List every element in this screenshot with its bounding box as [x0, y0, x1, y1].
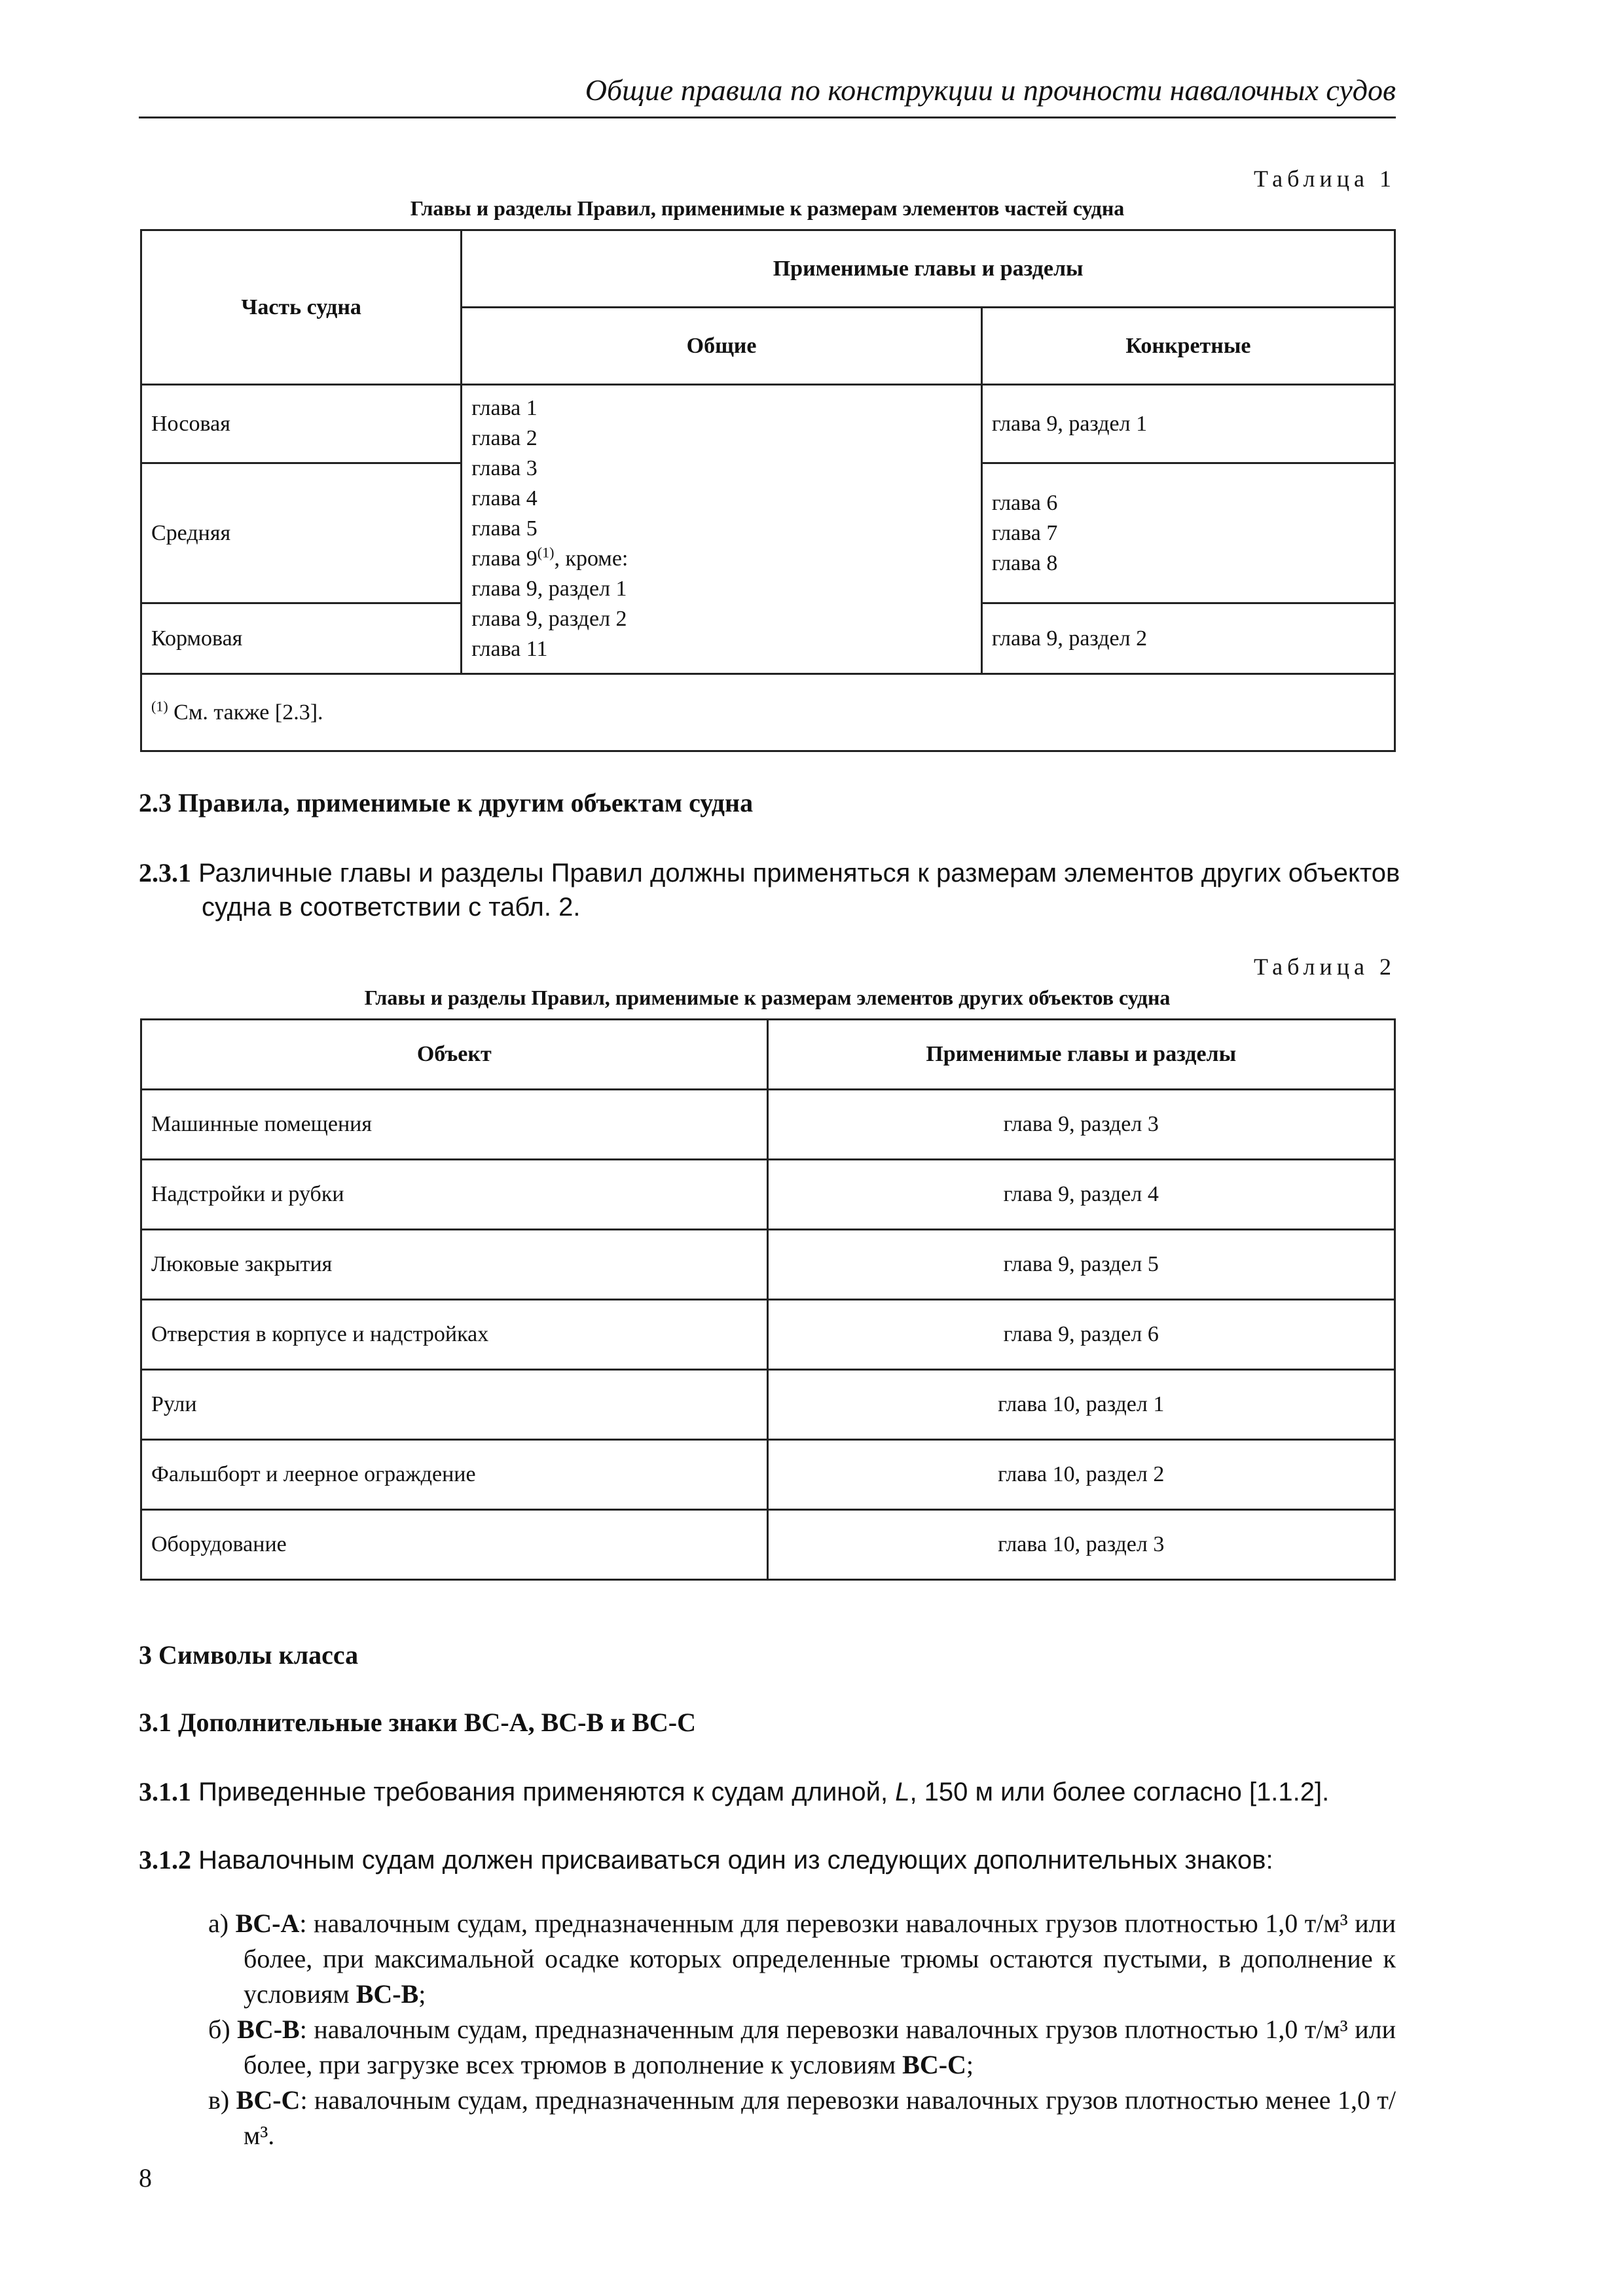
- table1-part-cell: Средняя: [141, 463, 462, 603]
- table2-caption: Главы и разделы Правил, применимые к размерам элементов других объектов судна: [364, 986, 1171, 1009]
- footnote-ref: (1): [537, 544, 555, 561]
- table2-ref-cell: глава 10, раздел 3: [767, 1510, 1395, 1580]
- table2-object-cell: Рули: [141, 1370, 768, 1440]
- specific-line: глава 7: [991, 520, 1058, 545]
- notation-ref: BC-C: [902, 2050, 966, 2079]
- table1-part-cell: Кормовая: [141, 603, 462, 674]
- table1-part-cell: Носовая: [141, 385, 462, 463]
- general-ch9: глава 9: [471, 547, 538, 571]
- list-item: [208, 2012, 1396, 2083]
- general-line: глава 9, раздел 2: [471, 607, 627, 631]
- table-row: [141, 1440, 1395, 1510]
- table-row: [141, 1160, 1395, 1230]
- general-line: глава 1: [471, 396, 538, 420]
- header-title: Общие правила по конструкции и прочности навалочных судов: [585, 73, 1396, 107]
- table-row: [141, 1300, 1395, 1370]
- table-row: [141, 1510, 1395, 1580]
- table-row: [141, 1230, 1395, 1300]
- paragraph-number: 3.1.1: [139, 1777, 191, 1806]
- table1: [140, 229, 1396, 752]
- paragraph-3-1-1: [139, 1775, 1396, 1809]
- list-end: ;: [966, 2050, 974, 2079]
- footnote-text: См. также [2.3].: [168, 700, 323, 725]
- table2-header-applicable: Применимые главы и разделы: [767, 1020, 1395, 1090]
- list-marker: а): [208, 1909, 236, 1938]
- paragraph-2-3-1: [139, 856, 1459, 924]
- general-line: глава 4: [471, 486, 538, 511]
- list-text: : навалочным судам, предназначенным для перевозки навалочных грузов плотностью 1,0 т/м³ или более, при максимальной осадке которых определенные трюмы остаются пустыми, в дополнение к условиям: [244, 1909, 1396, 2009]
- list-item: [208, 2083, 1396, 2153]
- table2-object-cell: Отверстия в корпусе и надстройках: [141, 1300, 768, 1370]
- length-symbol: L: [895, 1778, 910, 1806]
- general-ch9-tail: , кроме:: [554, 547, 629, 571]
- table1-number: Таблица 1: [1254, 166, 1396, 192]
- footnote-mark: (1): [151, 698, 168, 715]
- running-header: [139, 65, 1396, 118]
- paragraph-text: Различные главы и разделы Правил должны применяться к размерам элементов других объектов судна в соответствии с табл. 2.: [191, 859, 1400, 922]
- paragraph-number: 2.3.1: [139, 858, 191, 888]
- list-text: : навалочным судам, предназначенным для перевозки навалочных грузов плотностью 1,0 т/м³ или более, при загрузке всех трюмов в дополнение к условиям: [244, 2015, 1396, 2079]
- subsection-heading: 3.1 Дополнительные знаки BC-A, BC-B и BC-C: [139, 1708, 696, 1737]
- table2: [140, 1018, 1396, 1581]
- table-row: [141, 385, 1395, 463]
- table1-header-general: Общие: [462, 308, 982, 385]
- table2-object-cell: Оборудование: [141, 1510, 768, 1580]
- general-line: [471, 544, 972, 574]
- table2-ref-cell: глава 10, раздел 1: [767, 1370, 1395, 1440]
- general-line: глава 3: [471, 456, 538, 480]
- table1-caption: Главы и разделы Правил, применимые к размерам элементов частей судна: [410, 196, 1125, 220]
- notation-code: BC-B: [237, 2015, 300, 2044]
- table2-object-cell: Фальшборт и леерное ограждение: [141, 1440, 768, 1510]
- notation-code: BC-C: [236, 2085, 301, 2115]
- paragraph-text: Приведенные требования применяются к судам длиной,: [191, 1778, 896, 1806]
- table2-object-cell: Надстройки и рубки: [141, 1160, 768, 1230]
- table1-specific-cell: глава 9, раздел 1: [981, 385, 1395, 463]
- general-line: глава 2: [471, 426, 538, 450]
- general-line: глава 11: [471, 637, 548, 661]
- specific-line: глава 6: [991, 490, 1058, 515]
- table2-number: Таблица 2: [1254, 954, 1396, 980]
- table1-footnote: [141, 674, 1395, 751]
- table2-object-cell: Машинные помещения: [141, 1090, 768, 1160]
- table2-ref-cell: глава 9, раздел 5: [767, 1230, 1395, 1300]
- notation-ref: BC-B: [356, 1979, 419, 2009]
- table2-header-object: Объект: [141, 1020, 768, 1090]
- table1-header-part: Часть судна: [141, 230, 462, 385]
- table1-specific-cell: глава 9, раздел 2: [981, 603, 1395, 674]
- paragraph-text: , 150 м или более согласно [1.1.2].: [909, 1778, 1330, 1806]
- table2-ref-cell: глава 9, раздел 3: [767, 1090, 1395, 1160]
- table1-header-specific: Конкретные: [981, 308, 1395, 385]
- table1-specific-cell: [981, 463, 1395, 603]
- paragraph-3-1-2: [139, 1843, 1396, 1877]
- paragraph-number: 3.1.2: [139, 1845, 191, 1874]
- page-number: 8: [139, 2163, 152, 2193]
- notation-code: BC-A: [235, 1909, 300, 1938]
- table1-header-applicable: Применимые главы и разделы: [462, 230, 1395, 308]
- table-row: [141, 1090, 1395, 1160]
- table2-ref-cell: глава 9, раздел 6: [767, 1300, 1395, 1370]
- paragraph-text: Навалочным судам должен присваиваться один из следующих дополнительных знаков:: [191, 1846, 1273, 1874]
- section-heading: 2.3 Правила, применимые к другим объектам судна: [139, 788, 754, 817]
- list-marker: в): [208, 2085, 236, 2115]
- section-heading: 3 Символы класса: [139, 1640, 359, 1670]
- list-text: : навалочным судам, предназначенным для перевозки навалочных грузов плотностью менее 1,0 т/м³.: [244, 2085, 1396, 2150]
- list-marker: б): [208, 2015, 238, 2044]
- list-end: ;: [418, 1979, 426, 2009]
- table1-general-cell: [462, 385, 982, 674]
- table-row: [141, 1370, 1395, 1440]
- table2-object-cell: Люковые закрытия: [141, 1230, 768, 1300]
- general-line: глава 5: [471, 516, 538, 541]
- list-item: [208, 1906, 1396, 2012]
- specific-line: глава 8: [991, 550, 1058, 575]
- table2-ref-cell: глава 9, раздел 4: [767, 1160, 1395, 1230]
- general-line: глава 9, раздел 1: [471, 577, 627, 601]
- table2-ref-cell: глава 10, раздел 2: [767, 1440, 1395, 1510]
- notation-list: [208, 1906, 1396, 2153]
